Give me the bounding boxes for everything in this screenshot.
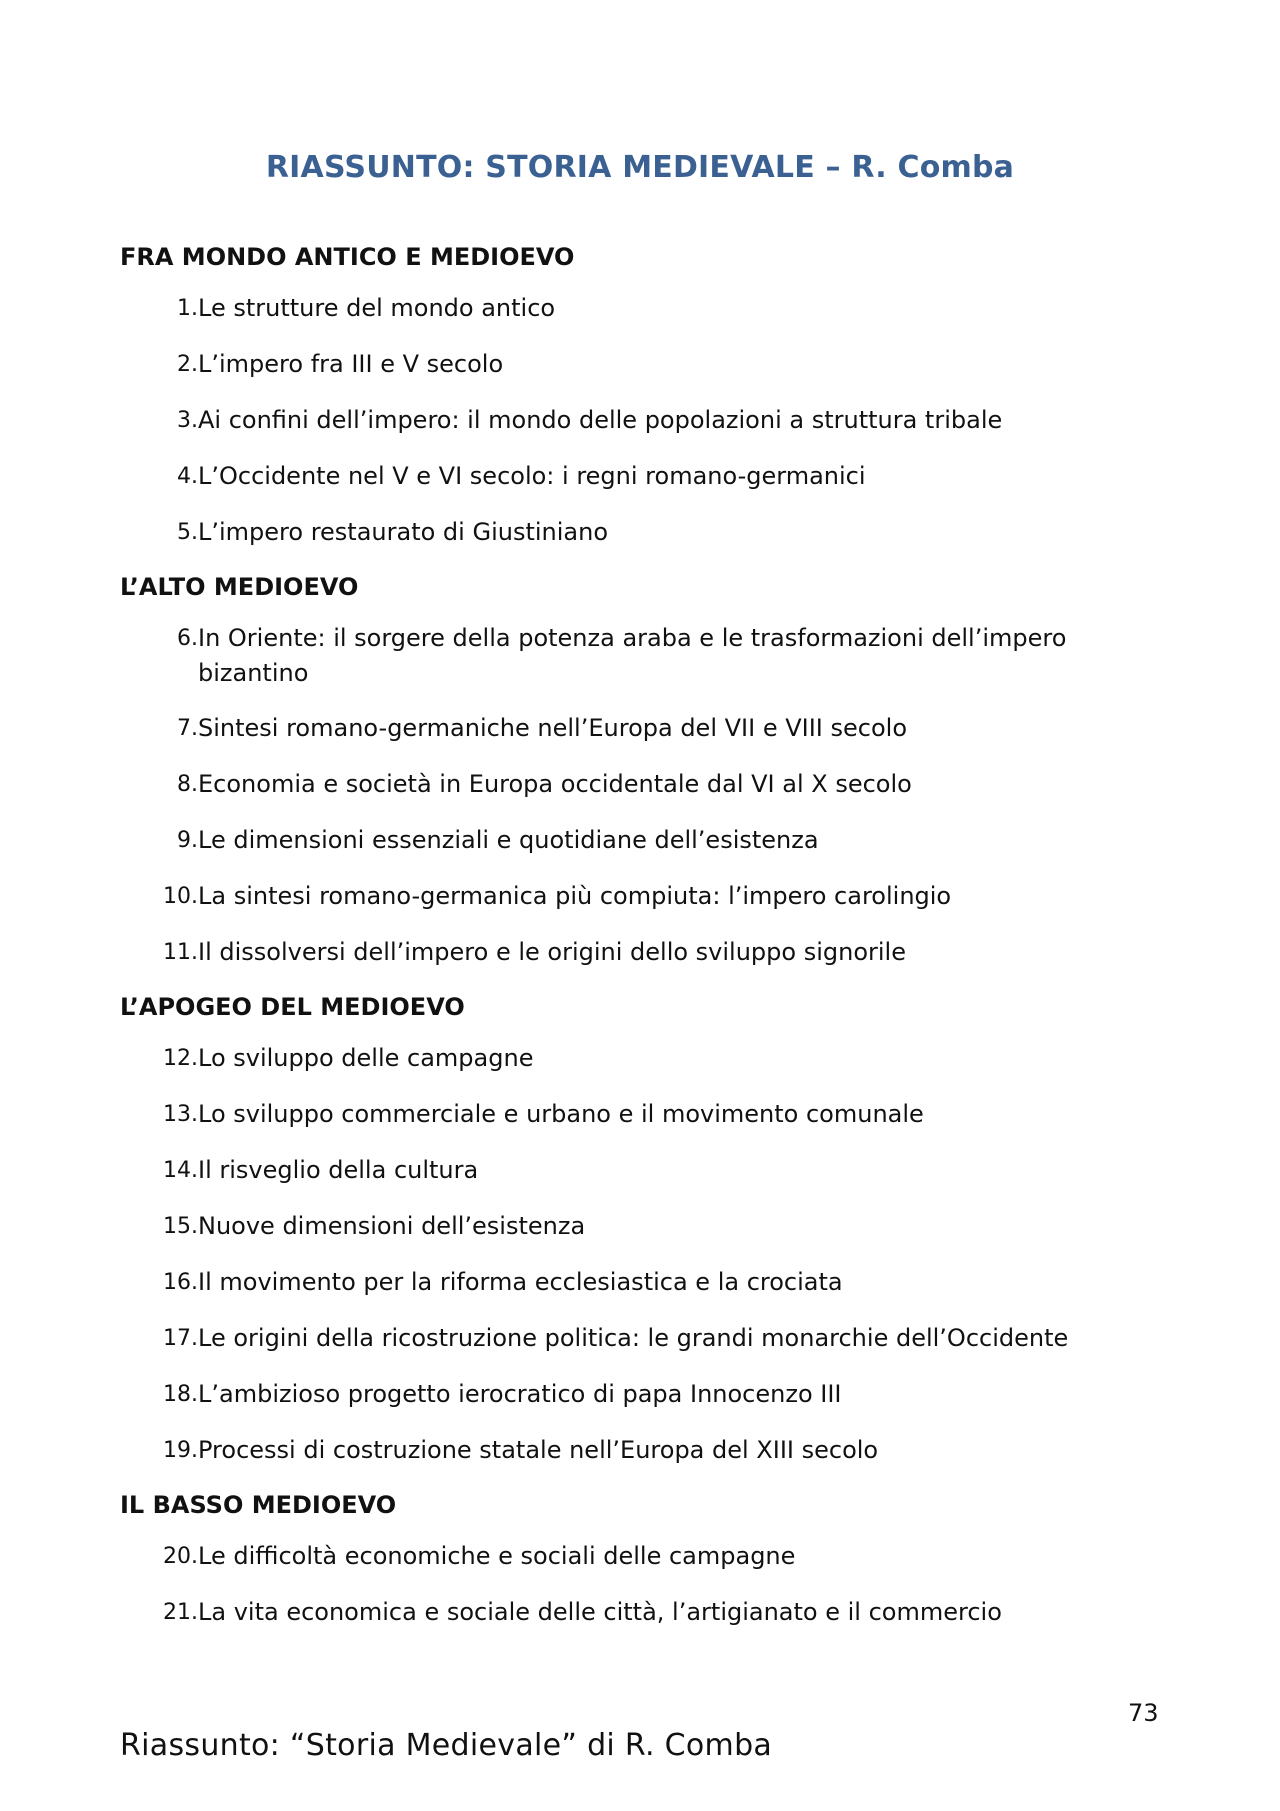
- item-text: Le difficoltà economiche e sociali delle campagne: [198, 1542, 796, 1570]
- table-of-contents: [120, 241, 1180, 1651]
- list-item: [120, 621, 1180, 691]
- item-number: 18.: [163, 1382, 198, 1407]
- item-number: 8.: [177, 772, 198, 797]
- item-number: 1.: [177, 296, 198, 321]
- list-item: [120, 347, 1180, 382]
- item-text: Le strutture del mondo antico: [198, 294, 556, 322]
- item-text: Le origini della ricostruzione politica: le grandi monarchie dell’Occidente: [198, 1324, 1069, 1352]
- item-text: L’impero fra III e V secolo: [198, 350, 504, 378]
- list-item: [120, 1433, 1180, 1468]
- item-text: Nuove dimensioni dell’esistenza: [198, 1212, 586, 1240]
- list-item: [120, 1539, 1180, 1574]
- item-text: Ai confini dell’impero: il mondo delle popolazioni a struttura tribale: [198, 406, 1003, 434]
- item-number: 14.: [163, 1158, 198, 1183]
- item-number: 19.: [163, 1438, 198, 1463]
- item-number: 15.: [163, 1214, 198, 1239]
- item-text: Sintesi romano-germaniche nell’Europa del VII e VIII secolo: [198, 714, 907, 742]
- item-number: 21.: [163, 1600, 198, 1625]
- list-item: [120, 879, 1180, 914]
- section-heading: IL BASSO MEDIOEVO: [120, 1491, 397, 1519]
- item-number: 7.: [177, 716, 198, 741]
- item-number: 4.: [177, 464, 198, 489]
- item-text: L’impero restaurato di Giustiniano: [198, 518, 609, 546]
- item-text: Lo sviluppo delle campagne: [198, 1044, 534, 1072]
- item-text: Il risveglio della cultura: [198, 1156, 479, 1184]
- item-number: 11.: [163, 940, 198, 965]
- list-item: [120, 823, 1180, 858]
- item-number: 9.: [177, 828, 198, 853]
- section-heading: L’APOGEO DEL MEDIOEVO: [120, 993, 465, 1021]
- item-number: 16.: [163, 1270, 198, 1295]
- page-number: 73: [1128, 1699, 1159, 1727]
- list-item: [120, 1209, 1180, 1244]
- item-text: Il dissolversi dell’impero e le origini dello sviluppo signorile: [198, 938, 906, 966]
- item-text: L’ambizioso progetto ierocratico di papa Innocenzo III: [198, 1380, 842, 1408]
- item-number: 20.: [163, 1544, 198, 1569]
- list-item: [120, 515, 1180, 550]
- page-title: RIASSUNTO: STORIA MEDIEVALE – R. Comba: [265, 150, 1015, 185]
- item-number: 13.: [163, 1102, 198, 1127]
- section-fra-mondo-antico: [120, 241, 1180, 550]
- list-item: [120, 291, 1180, 326]
- item-number: 2.: [177, 352, 198, 377]
- list-item: [120, 1153, 1180, 1188]
- list-item: [120, 403, 1180, 438]
- item-number: 6.: [177, 626, 198, 651]
- list-item: [120, 767, 1180, 802]
- section-alto-medioevo: [120, 571, 1180, 970]
- list-item: [120, 1321, 1180, 1356]
- item-text: La vita economica e sociale delle città, l’artigianato e il commercio: [198, 1598, 1002, 1626]
- section-basso-medioevo: [120, 1489, 1180, 1630]
- item-number: 3.: [177, 408, 198, 433]
- item-number: 5.: [177, 520, 198, 545]
- item-text: Lo sviluppo commerciale e urbano e il movimento comunale: [198, 1100, 924, 1128]
- item-number: 12.: [163, 1046, 198, 1071]
- list-item: [120, 711, 1180, 746]
- list-item: [120, 1265, 1180, 1300]
- item-text: La sintesi romano-germanica più compiuta: l’impero carolingio: [198, 882, 952, 910]
- list-item: [120, 1041, 1180, 1076]
- section-apogeo-medioevo: [120, 991, 1180, 1468]
- list-item: [120, 935, 1180, 970]
- item-number: 17.: [163, 1326, 198, 1351]
- list-item: [120, 1377, 1180, 1412]
- page-footer: Riassunto: “Storia Medievale” di R. Comba: [120, 1728, 773, 1763]
- item-text: L’Occidente nel V e VI secolo: i regni romano-germanici: [198, 462, 866, 490]
- section-heading: L’ALTO MEDIOEVO: [120, 573, 359, 601]
- item-text: In Oriente: il sorgere della potenza araba e le trasformazioni dell’impero bizantino: [198, 624, 1067, 687]
- list-item: [120, 1595, 1180, 1630]
- section-heading: FRA MONDO ANTICO E MEDIOEVO: [120, 243, 575, 271]
- list-item: [120, 1097, 1180, 1132]
- item-text: Le dimensioni essenziali e quotidiane dell’esistenza: [198, 826, 819, 854]
- item-text: Economia e società in Europa occidentale dal VI al X secolo: [198, 770, 912, 798]
- list-item: [120, 459, 1180, 494]
- item-text: Il movimento per la riforma ecclesiastica e la crociata: [198, 1268, 843, 1296]
- item-number: 10.: [163, 884, 198, 909]
- item-text: Processi di costruzione statale nell’Europa del XIII secolo: [198, 1436, 879, 1464]
